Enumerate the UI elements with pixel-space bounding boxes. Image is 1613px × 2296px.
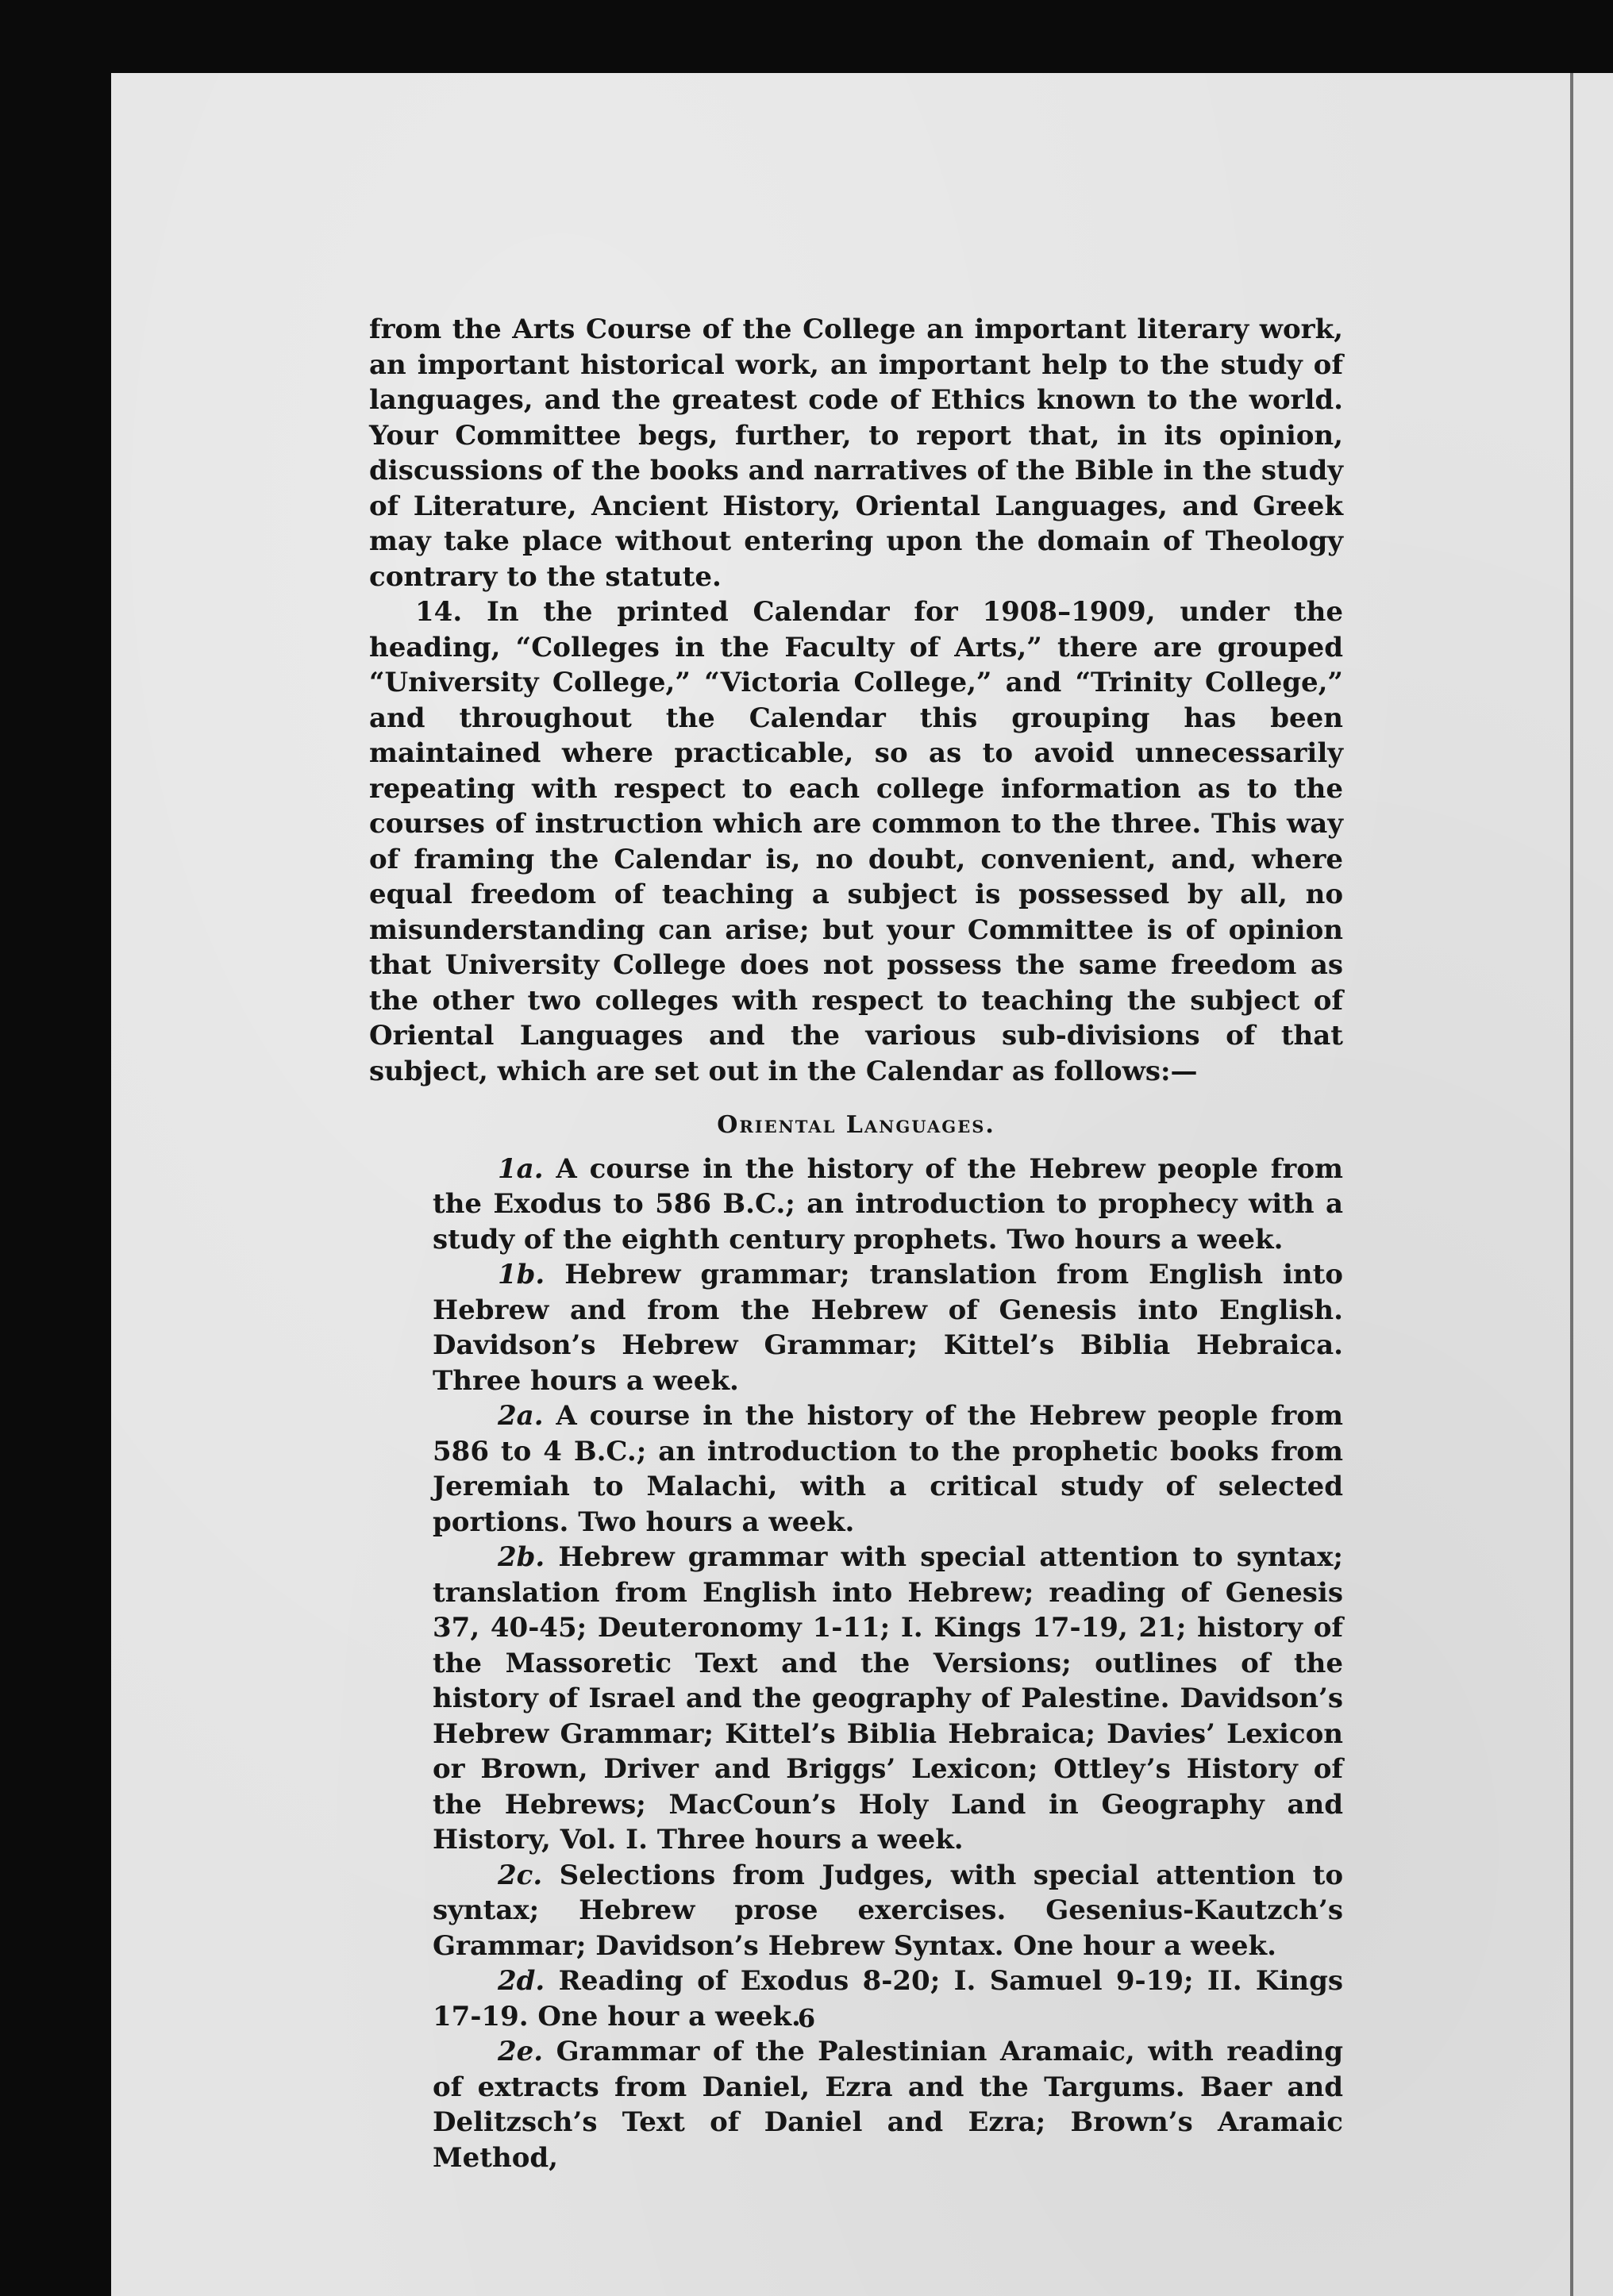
- course-label: 2a.: [498, 1400, 544, 1432]
- page-number: 6: [797, 2003, 816, 2033]
- course-text: Grammar of the Palestinian Aramaic, with reading of extracts from Daniel, Ezra and the Targums. Baer and Delitzsch’s Text of Daniel and Ezra; Brown’s Aramaic Method,: [433, 2036, 1343, 2174]
- course-text: A course in the history of the Hebrew people from 586 to 4 B.C.; an introduction to the prophetic books from Jeremiah to Malachi, with a critical study of selected portions. Two hours a week.: [433, 1400, 1343, 1538]
- course-item: [433, 1858, 1343, 1964]
- course-item: [433, 1540, 1343, 1858]
- section-heading: Oriental Languages.: [717, 1111, 995, 1139]
- course-item: [433, 1398, 1343, 1540]
- section-14-paragraph: 14. In the printed Calendar for 1908–1909, under the heading, “Colleges in the Faculty of Arts,” there are grouped “University College,” “Victoria College,” and “Trinity College,” and throughout the Calendar this grouping has been maintained where practicable, so as to avoid unnecessarily repeating with respect to each college information as to the courses of instruction which are common to the three. This way of framing the Calendar is, no doubt, convenient, and, where equal freedom of teaching a subject is possessed by all, no misunderstanding can arise; but your Committee is of opinion that University College does not possess the same freedom as the other two colleges with respect to teaching the subject of Oriental Languages and the various sub-divisions of that subject, which are set out in the Calendar as follows:—: [369, 596, 1343, 1087]
- document-body: [369, 312, 1343, 2175]
- course-label: 2b.: [498, 1541, 545, 1573]
- course-text: Hebrew grammar; translation from English into Hebrew and from the Hebrew of Genesis into English. Davidson’s Hebrew Grammar; Kittel’s Biblia Hebraica. Three hours a week.: [433, 1259, 1343, 1397]
- course-label: 2d.: [498, 1965, 545, 1997]
- course-text: Selections from Judges, with special attention to syntax; Hebrew prose exercises. Gesenius-Kautzch’s Grammar; Davidson’s Hebrew Syntax. One hour a week.: [433, 1859, 1343, 1962]
- course-item: [433, 1257, 1343, 1398]
- course-label: 1a.: [498, 1152, 544, 1185]
- intro-paragraph: from the Arts Course of the College an important literary work, an important historical work, an important help to the study of languages, and the greatest code of Ethics known to the world. Your Committee begs, further, to report that, in its opinion, discussions of the books and narratives of the Bible in the study of Literature, Ancient History, Oriental Languages, and Greek may take place without entering upon the domain of Theology contrary to the statute.: [369, 313, 1343, 593]
- course-item: [433, 1152, 1343, 1258]
- course-item: [433, 2034, 1343, 2175]
- course-label: 2c.: [498, 1859, 543, 1891]
- course-label: 1b.: [498, 1259, 545, 1290]
- page-edge-shadow: [1570, 73, 1573, 2296]
- course-label: 2e.: [498, 2036, 544, 2067]
- course-text: Hebrew grammar with special attention to syntax; translation from English into Hebrew; reading of Genesis 37, 40-45; Deuteronomy 1-11; I. Kings 17-19, 21; history of the Massoretic Text and the Versions; outlines of the history of Israel and the geography of Palestine. Davidson’s Hebrew Grammar; Kittel’s Biblia Hebraica; Davies’ Lexicon or Brown, Driver and Briggs’ Lexicon; Ottley’s History of the Hebrews; MacCoun’s Holy Land in Geography and History, Vol. I. Three hours a week.: [433, 1541, 1343, 1856]
- course-text: A course in the history of the Hebrew people from the Exodus to 586 B.C.; an introduction to prophecy with a study of the eighth century prophets. Two hours a week.: [433, 1152, 1343, 1256]
- course-text: Reading of Exodus 8-20; I. Samuel 9-19; II. Kings 17-19. One hour a week.: [433, 1965, 1343, 2033]
